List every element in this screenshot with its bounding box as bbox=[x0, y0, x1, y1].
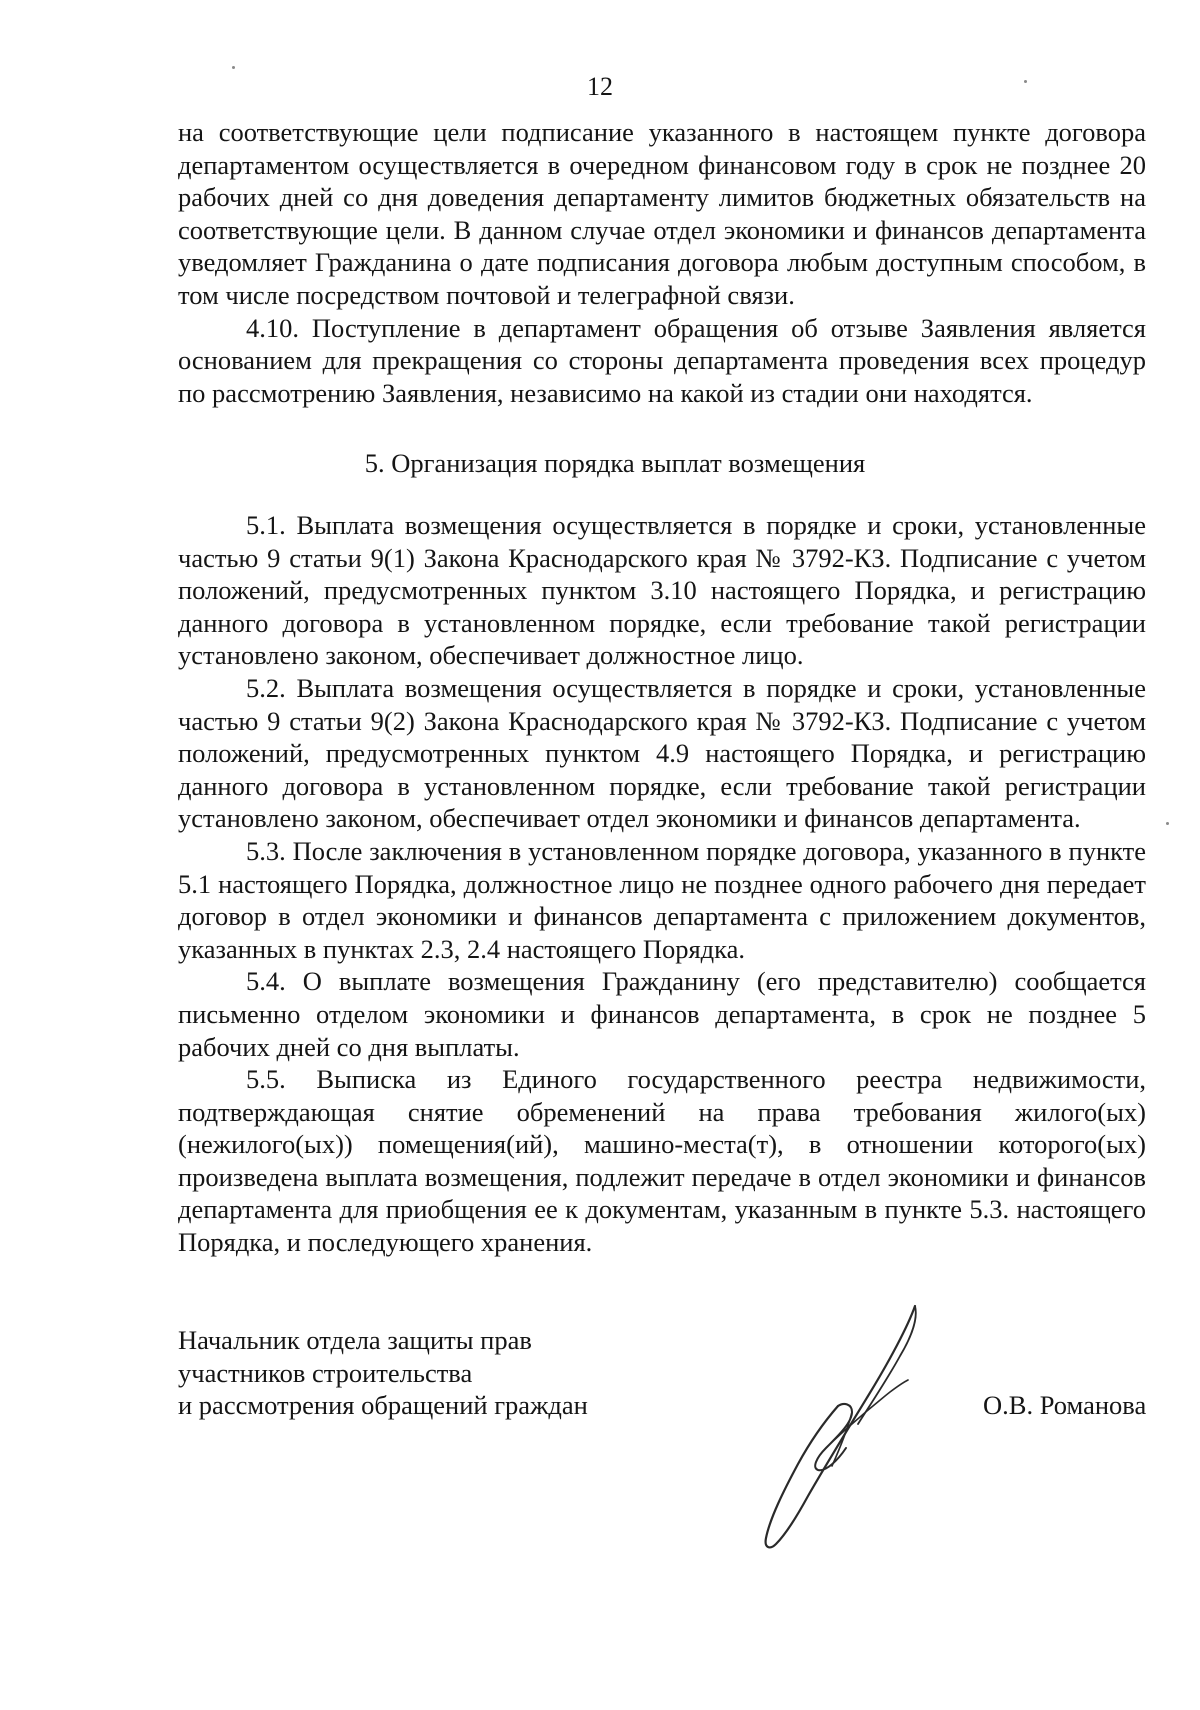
position-line-1: Начальник отдела защиты прав bbox=[178, 1325, 532, 1355]
paragraph-5-5: 5.5. Выписка из Единого государственного реестра недвижимости, подтверждающая снятие обременений на права требования жилого(ых) (нежилого(ых)) помещения(ий), машино-места(т), в отношении которого(ых) произведена выплата возмещения, подлежит передаче в отдел экономики и финансов департамента для приобщения ее к документам, указанным в пункте 5.3. настоящего Порядка, и последующего хранения. bbox=[178, 1064, 1146, 1258]
top-text-block bbox=[178, 116, 1146, 409]
scan-speck bbox=[1166, 822, 1169, 825]
paragraph-4-10: 4.10. Поступление в департамент обращения об отзыве Заявления является основанием для прекращения со стороны департамента проведения всех процедур по рассмотрению Заявления, независимо на какой из стадии они находятся. bbox=[178, 312, 1146, 408]
intro-paragraph: на соответствующие цели подписание указанного в настоящем пункте договора департаментом осуществляется в очередном финансовом году в срок не позднее 20 рабочих дней со дня доведения департаменту лимитов бюджетных обязательств на соответствующие цели. В данном случае отдел экономики и финансов департамента уведомляет Гражданина о дате подписания договора любым доступным способом, в том числе посредством почтовой и телеграфной связи. bbox=[178, 117, 1146, 310]
paragraph-5-4: 5.4. О выплате возмещения Гражданину (его представителю) сообщается письменно отделом экономики и финансов департамента, в срок не позднее 5 рабочих дней со дня выплаты. bbox=[178, 966, 1146, 1062]
scan-speck bbox=[232, 66, 235, 69]
page-number: 12 bbox=[587, 72, 613, 101]
handwritten-signature-icon bbox=[740, 1298, 960, 1558]
signatory-name: О.В. Романова bbox=[983, 1390, 1147, 1420]
position-line-2: участников строительства bbox=[178, 1357, 473, 1388]
section-heading: 5. Организация порядка выплат возмещения bbox=[364, 448, 866, 478]
section-5-text-block bbox=[178, 509, 1146, 1259]
paragraph-5-2: 5.2. Выплата возмещения осуществляется в порядке и сроки, установленные частью 9 статьи 9(2) Закона Краснодарского края № 3792-КЗ. Подписание с учетом положений, предусмотренных пунктом 4.9 настоящего Порядка, и регистрацию данного договора в установленном порядке, если требование такой регистрации установлено законом, обеспечивает отдел экономики и финансов департамента. bbox=[178, 672, 1146, 834]
paragraph-5-3: 5.3. После заключения в установленном порядке договора, указанного в пункте 5.1 настоящего Порядка, должностное лицо не позднее одного рабочего дня передает договор в отдел экономики и финансов департамента с приложением документов, указанных в пунктах 2.3, 2.4 настоящего Порядка. bbox=[178, 835, 1146, 964]
signatory-position bbox=[178, 1324, 588, 1422]
paragraph-5-1: 5.1. Выплата возмещения осуществляется в порядке и сроки, установленные частью 9 статьи 9(1) Закона Краснодарского края № 3792-КЗ. Подписание с учетом положений, предусмотренных пунктом 3.10 настоящего Порядка, и регистрацию данного договора в установленном порядке, если требование такой регистрации установлено законом, обеспечивает должностное лицо. bbox=[178, 510, 1146, 671]
position-line-3: и рассмотрения обращений граждан bbox=[178, 1390, 588, 1421]
